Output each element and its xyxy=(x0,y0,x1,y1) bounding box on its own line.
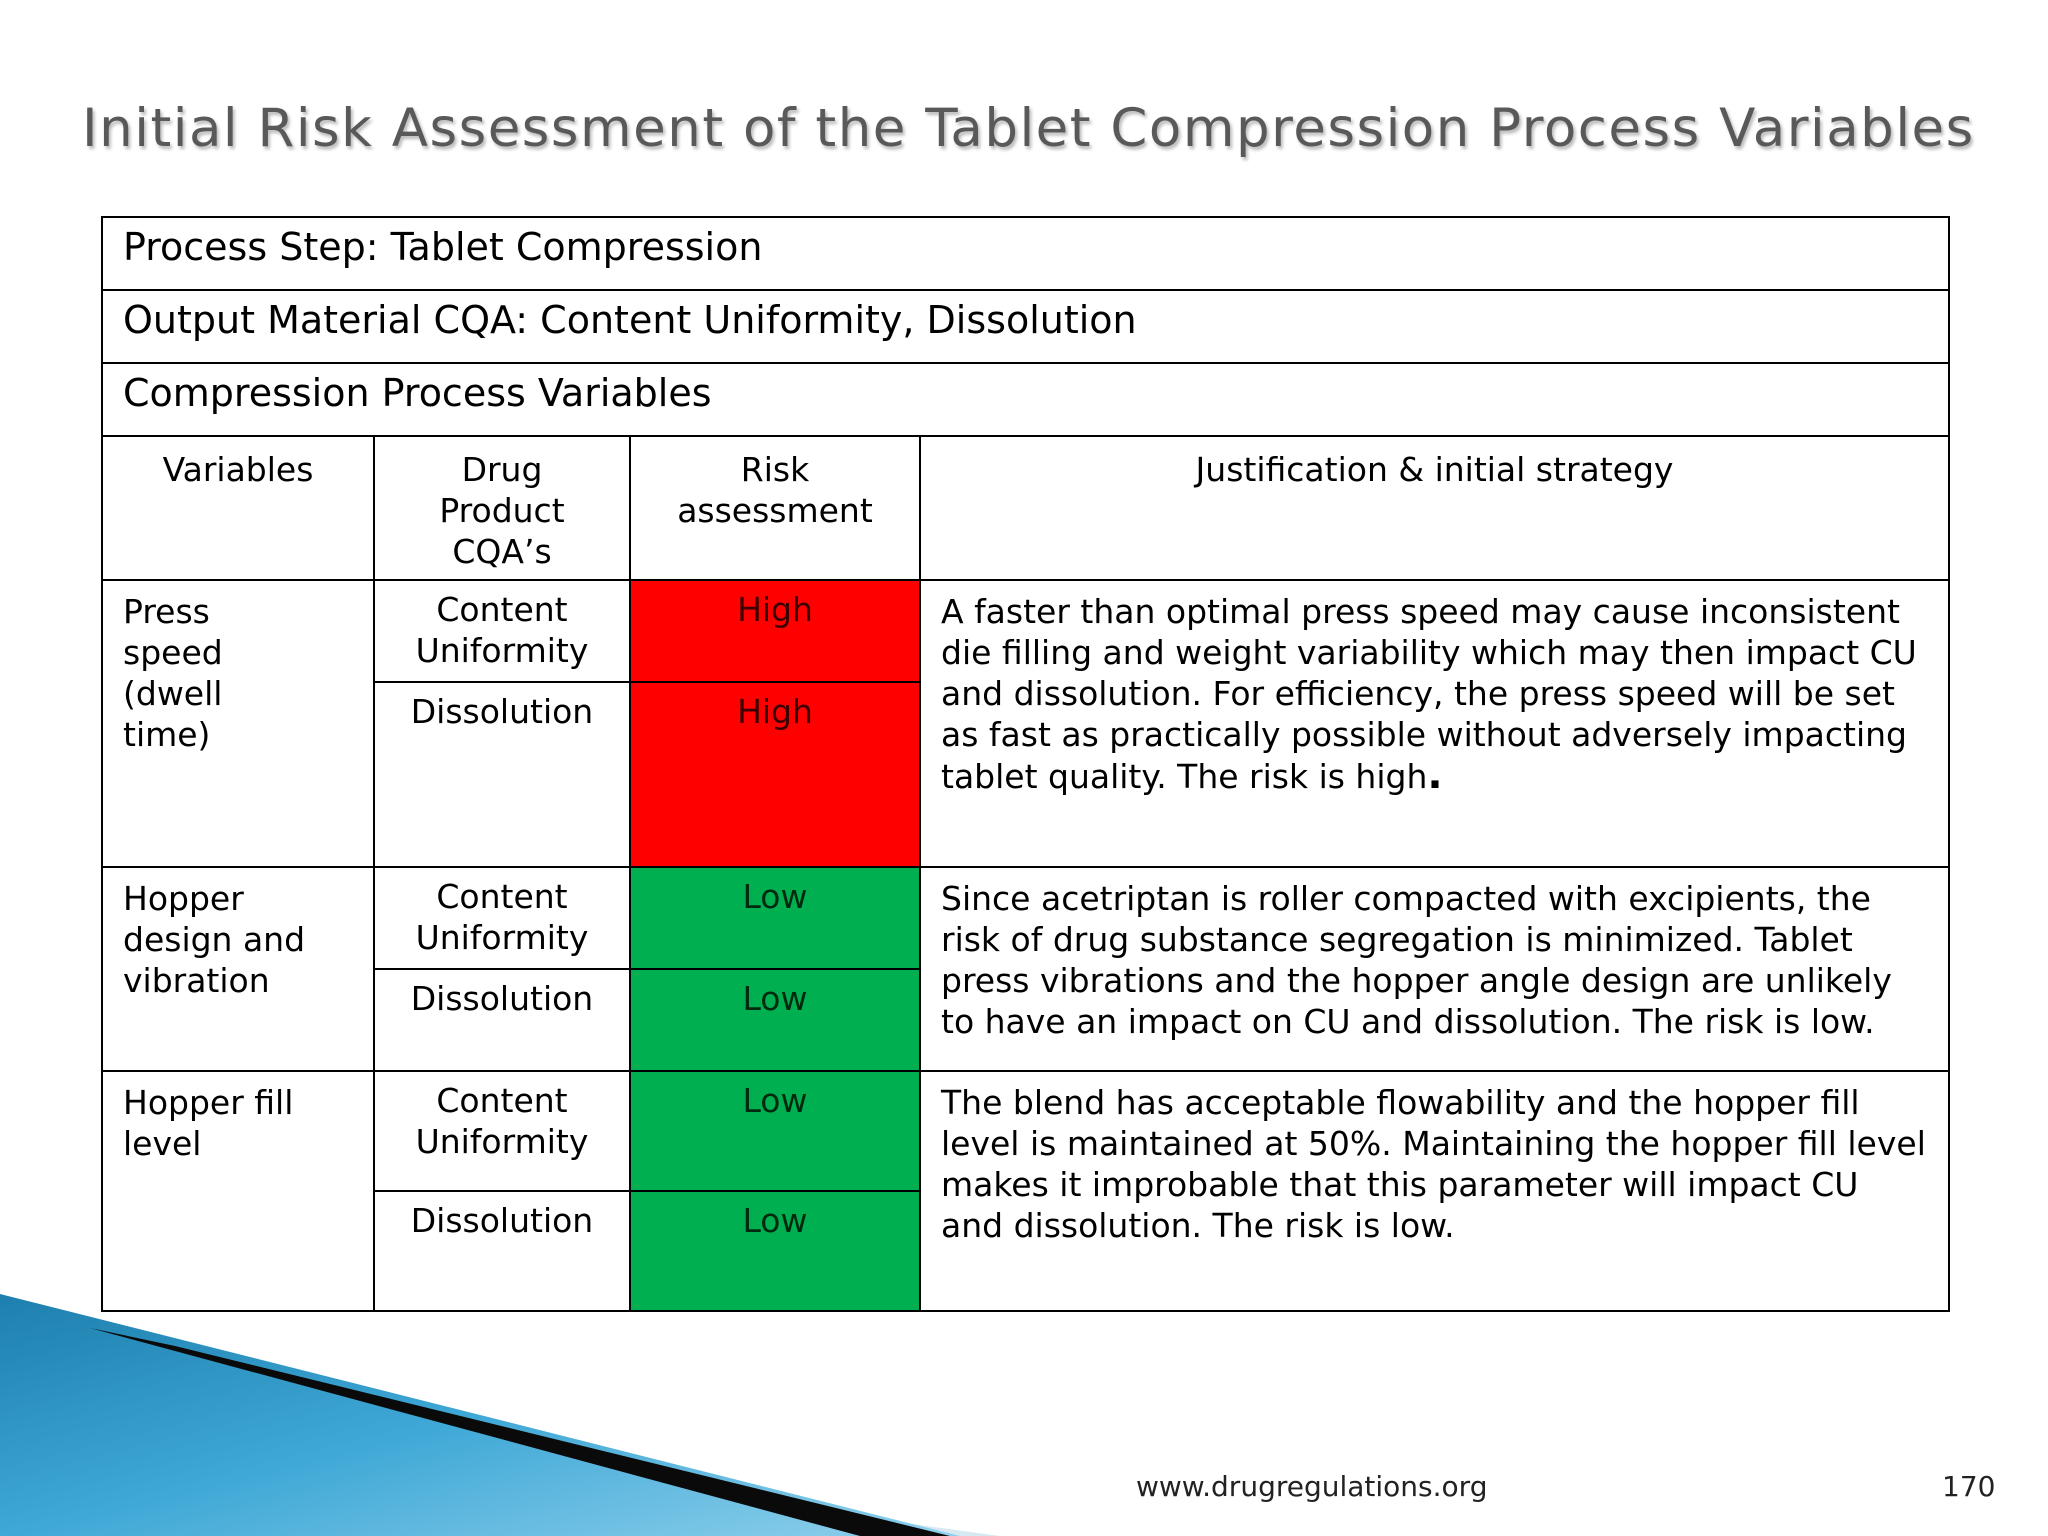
output-cqa-row xyxy=(102,290,1949,363)
justification-cell: A faster than optimal press speed may cause inconsistent die filling and weight variability which may then impact CU and dissolution. For efficiency, the press speed will be set as fast as practically possible without adversely impacting tablet quality. The risk is high. xyxy=(920,580,1949,867)
cqa-cell: Content Uniformity xyxy=(374,580,630,682)
justification-cell: Since acetriptan is roller compacted with excipients, the risk of drug substance segregation is minimized. Tablet press vibrations and the hopper angle design are unlikely to have an impact on CU and dissolution. The risk is low. xyxy=(920,867,1949,1071)
variable-cell: Hopper fill level xyxy=(102,1071,374,1311)
header-row xyxy=(102,436,1949,580)
risk-low-cell: Low xyxy=(630,969,920,1071)
cqa-cell: Dissolution xyxy=(374,969,630,1071)
risk-low-cell: Low xyxy=(630,1191,920,1311)
slide-title: Initial Risk Assessment of the Tablet Compression Process Variables xyxy=(82,98,1975,159)
risk-low-cell: Low xyxy=(630,867,920,969)
decorative-swoosh xyxy=(0,1280,1000,1536)
cqa-cell: Dissolution xyxy=(374,1191,630,1311)
justification-text: A faster than optimal press speed may cause inconsistent die filling and weight variability which may then impact CU and dissolution. For efficiency, the press speed will be set as fast as practically possible without adversely impacting tablet quality. The risk is high xyxy=(941,592,1917,796)
table-row xyxy=(102,867,1949,969)
output-cqa-cell: Output Material CQA: Content Uniformity, Dissolution xyxy=(102,290,1949,363)
variable-cell: Hopper design and vibration xyxy=(102,867,374,1071)
page-number: 170 xyxy=(1942,1470,1996,1503)
table-row xyxy=(102,1071,1949,1191)
variable-cell: Press speed (dwell time) xyxy=(102,580,374,867)
header-risk: Risk assessment xyxy=(630,436,920,580)
header-variables: Variables xyxy=(102,436,374,580)
risk-low-cell: Low xyxy=(630,1071,920,1191)
risk-assessment-table xyxy=(101,216,1950,1312)
risk-high-cell: High xyxy=(630,682,920,867)
footer-url[interactable]: www.drugregulations.org xyxy=(1136,1470,1488,1503)
justification-cell: The blend has acceptable flowability and the hopper fill level is maintained at 50%. Maintaining the hopper fill level makes it improbable that this parameter will impact CU and dissolution. The risk is low. xyxy=(920,1071,1949,1311)
header-justification: Justification & initial strategy xyxy=(920,436,1949,580)
cqa-cell: Dissolution xyxy=(374,682,630,867)
header-drug-cqa: Drug Product CQA’s xyxy=(374,436,630,580)
cqa-cell: Content Uniformity xyxy=(374,867,630,969)
process-step-row xyxy=(102,217,1949,290)
cqa-cell: Content Uniformity xyxy=(374,1071,630,1191)
table-row xyxy=(102,580,1949,682)
swoosh-blue-band xyxy=(0,1294,960,1536)
section-cell: Compression Process Variables xyxy=(102,363,1949,436)
risk-high-cell: High xyxy=(630,580,920,682)
process-step-cell: Process Step: Tablet Compression xyxy=(102,217,1949,290)
section-row xyxy=(102,363,1949,436)
